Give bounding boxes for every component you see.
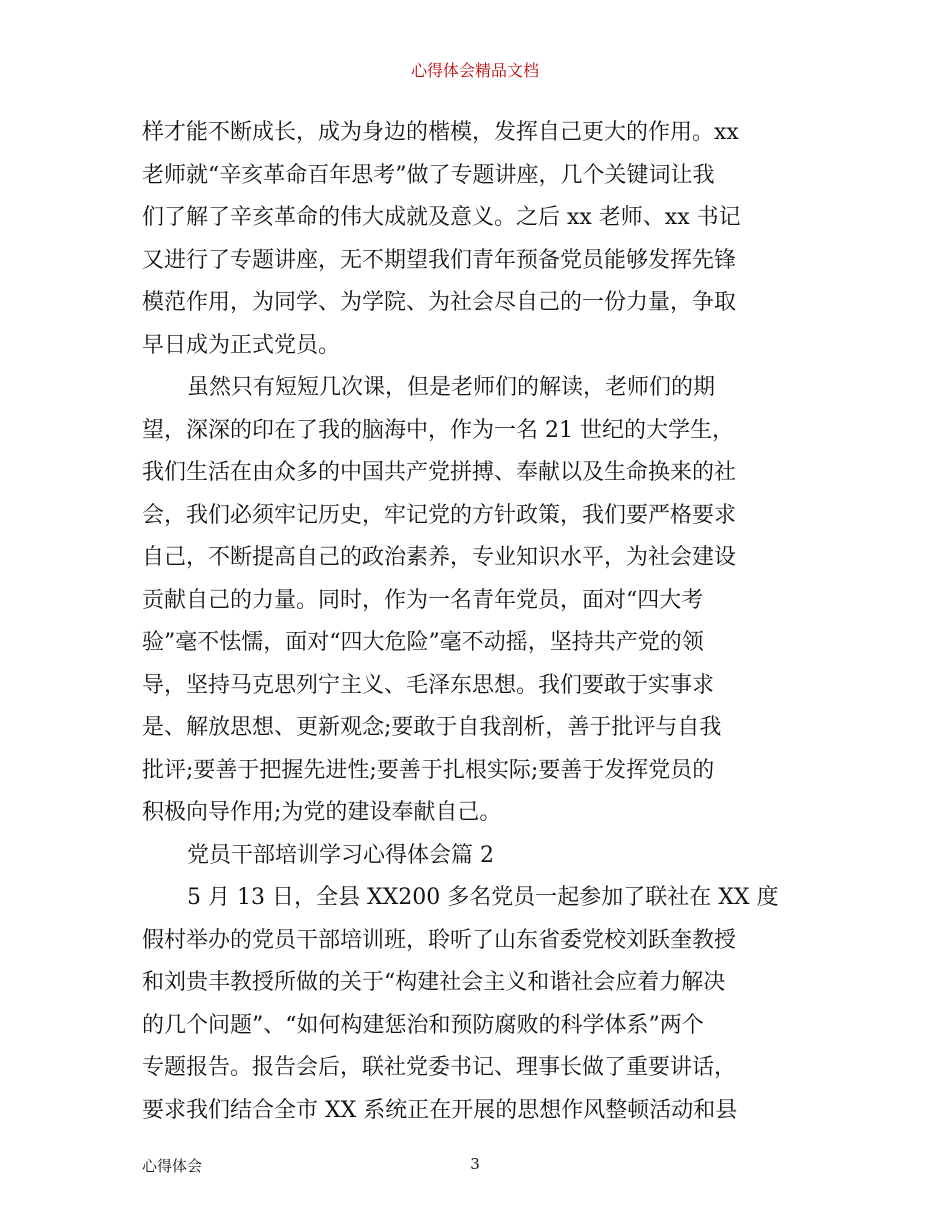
- text-line: 会，我们必须牢记历史，牢记党的方针政策，我们要严格要求: [142, 502, 737, 528]
- document-header-title: 心得体会精品文档: [410, 61, 539, 80]
- text-line: 自己，不断提高自己的政治素养，专业知识水平，为社会建设: [142, 545, 737, 570]
- section-heading: 党员干部培训学习心得体会篇 2: [187, 842, 494, 868]
- text-line: 要求我们结合全市 XX 系统正在开展的思想作风整顿活动和县: [142, 1097, 738, 1123]
- text-line: 贡献自己的力量。同时，作为一名青年党员，面对“四大考: [142, 587, 704, 613]
- text-line: 虽然只有短短几次课，但是老师们的解读，老师们的期: [187, 375, 716, 400]
- document-body: [142, 112, 814, 1132]
- text-line: 导，坚持马克思列宁主义、毛泽东思想。我们要敢于实事求: [142, 672, 715, 698]
- text-line: 模范作用，为同学、为学院、为社会尽自己的一份力量，争取: [142, 290, 737, 315]
- text-line: 是、解放思想、更新观念;要敢于自我剖析，善于批评与自我: [142, 715, 722, 740]
- text-line: 验”毫不怯懦，面对“四大危险”毫不动摇，坚持共产党的领: [142, 630, 704, 655]
- text-line: 的几个问题”、“如何构建惩治和预防腐败的科学体系”两个: [142, 1012, 704, 1038]
- text-line: 和刘贵丰教授所做的关于“构建社会主义和谐社会应着力解决: [142, 970, 726, 995]
- text-line: 批评;要善于把握先进性;要善于扎根实际;要善于发挥党员的: [142, 757, 715, 783]
- text-line: 早日成为正式党员。: [142, 332, 341, 358]
- text-line: 5 月 13 日，全县 XX200 多名党员一起参加了联社在 XX 度: [187, 885, 779, 910]
- text-line: 又进行了专题讲座，无不期望我们青年预备党员能够发挥先锋: [142, 247, 737, 273]
- text-line: 专题报告。报告会后，联社党委书记、理事长做了重要讲话，: [142, 1055, 737, 1080]
- page-number: 3: [470, 1155, 480, 1173]
- text-line: 老师就“辛亥革命百年思考”做了专题讲座，几个关键词让我: [142, 162, 715, 188]
- text-line: 样才能不断成长，成为身边的楷模，发挥自己更大的作用。xx: [142, 120, 739, 145]
- text-line: 望，深深的印在了我的脑海中，作为一名 21 世纪的大学生，: [142, 417, 734, 443]
- text-line: 积极向导作用;为党的建设奉献自己。: [142, 800, 502, 825]
- footer-label: 心得体会: [142, 1157, 203, 1175]
- text-line: 假村举办的党员干部培训班，聆听了山东省委党校刘跃奎教授: [142, 927, 737, 953]
- text-line: 我们生活在由众多的中国共产党拼搏、奉献以及生命换来的社: [142, 460, 737, 485]
- text-line: 们了解了辛亥革命的伟大成就及意义。之后 xx 老师、xx 书记: [142, 205, 741, 230]
